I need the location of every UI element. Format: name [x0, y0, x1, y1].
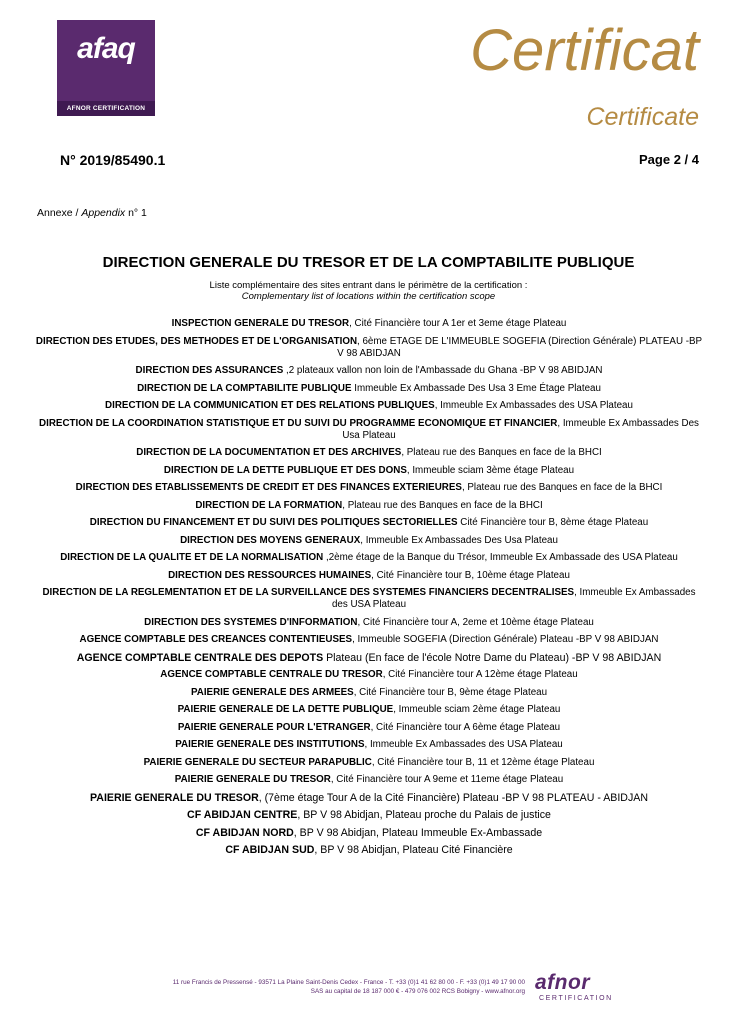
- site-entry: [34, 365, 704, 377]
- scope-intro-en: Complementary list of locations within the certification scope: [241, 291, 496, 302]
- site-name: CF ABIDJAN NORD: [195, 826, 294, 839]
- site-name: DIRECTION DE LA DETTE PUBLIQUE ET DES DONS: [163, 464, 407, 476]
- site-entry: [34, 739, 704, 751]
- site-entry: [34, 482, 704, 494]
- footer-address-line2: SAS au capital de 18 187 000 € - 479 076 002 RCS Bobigny - www.afnor.org: [310, 987, 525, 995]
- site-name: PAIERIE GENERALE DU TRESOR: [174, 774, 331, 785]
- site-name: DIRECTION DE LA COMPTABILITE PUBLIQUE: [137, 382, 352, 394]
- certificate-title-en: Certificate: [586, 103, 699, 131]
- site-entry: [34, 517, 704, 529]
- site-entry: [34, 809, 704, 821]
- afaq-logo-word: afaq: [77, 32, 135, 65]
- site-name: DIRECTION DES ETUDES, DES METHODES ET DE L'ORGANISATION: [35, 335, 358, 347]
- site-name: INSPECTION GENERALE DU TRESOR: [171, 318, 350, 329]
- site-entry: [34, 465, 704, 477]
- site-address: Plateau (En face de l'école Notre Dame du Plateau) -BP V 98 ABIDJAN: [323, 651, 662, 664]
- site-address: Cité Financière tour B, 8ème étage Plateau: [457, 517, 649, 528]
- site-entry: [34, 587, 704, 611]
- site-address: , Cité Financière tour A 12ème étage Plateau: [382, 669, 578, 680]
- site-name: PAIERIE GENERALE DU TRESOR: [90, 791, 259, 804]
- site-name: DIRECTION DES ASSURANCES: [135, 365, 284, 376]
- annexe-num: n° 1: [125, 207, 147, 219]
- site-entry: [34, 792, 704, 804]
- site-name: DIRECTION DES RESSOURCES HUMAINES: [168, 569, 372, 581]
- site-entry: [34, 336, 704, 360]
- footer-address: [60, 979, 525, 996]
- site-address: , Cité Financière tour B, 10ème étage Plateau: [371, 569, 570, 581]
- site-entry: [34, 687, 704, 699]
- site-name: DIRECTION DES SYSTEMES D'INFORMATION: [144, 616, 358, 628]
- site-address: , BP V 98 Abidjan, Plateau Cité Financière: [314, 844, 513, 856]
- afnor-logo-word: afnor: [535, 971, 590, 994]
- site-entry: [34, 652, 704, 664]
- site-entry: [34, 552, 704, 564]
- site-address: ,2ème étage de la Banque du Trésor, Immeuble Ex Ambassade des USA Plateau: [323, 552, 678, 563]
- site-address: , BP V 98 Abidjan, Plateau Immeuble Ex-Ambassade: [293, 826, 543, 839]
- afnor-logo: [535, 972, 645, 1004]
- site-address: ,2 plateaux vallon non loin de l'Ambassade du Ghana -BP V 98 ABIDJAN: [283, 365, 603, 376]
- site-name: DIRECTION DE LA FORMATION: [195, 499, 343, 511]
- annexe-fr: Annexe /: [37, 207, 82, 219]
- site-name: DIRECTION DE LA QUALITE ET DE LA NORMALISATION: [60, 552, 324, 563]
- site-name: AGENCE COMPTABLE CENTRALE DES DEPOTS: [76, 651, 324, 664]
- sites-list: [34, 318, 704, 862]
- site-address: , Cité Financière tour A, 2eme et 10ème étage Plateau: [357, 616, 594, 628]
- site-address: , Cité Financière tour A 1er et 3eme étage Plateau: [349, 318, 567, 329]
- site-name: PAIERIE GENERALE DU SECTEUR PARAPUBLIC: [143, 756, 372, 768]
- site-entry: [34, 774, 704, 786]
- site-entry: [34, 535, 704, 547]
- site-name: PAIERIE GENERALE POUR L'ETRANGER: [177, 721, 371, 733]
- annexe-label: [37, 207, 147, 219]
- site-address: , Cité Financière tour A 9eme et 11eme étage Plateau: [330, 774, 564, 785]
- site-address: , Immeuble SOGEFIA (Direction Générale) Plateau -BP V 98 ABIDJAN: [352, 634, 659, 645]
- scope-intro: [0, 280, 737, 302]
- scope-intro-fr: Liste complémentaire des sites entrant dans le périmètre de la certification :: [209, 280, 528, 291]
- afaq-logo-caption: AFNOR CERTIFICATION: [57, 101, 155, 116]
- site-address: , 6ème ETAGE DE L'IMMEUBLE SOGEFIA (Direction Générale) PLATEAU -BP V 98 ABIDJAN: [337, 335, 703, 359]
- site-name: PAIERIE GENERALE DES INSTITUTIONS: [175, 739, 365, 750]
- site-address: , Immeuble Ex Ambassades Des Usa Plateau: [360, 534, 558, 546]
- site-address: , Immeuble Ex Ambassades des USA Plateau: [364, 739, 563, 750]
- site-entry: [34, 318, 704, 330]
- company-name: DIRECTION GENERALE DU TRESOR ET DE LA COMPTABILITE PUBLIQUE: [102, 254, 635, 271]
- site-entry: [34, 844, 704, 856]
- site-name: CF ABIDJAN SUD: [225, 844, 315, 856]
- site-entry: [34, 617, 704, 629]
- site-name: DIRECTION DES MOYENS GENERAUX: [180, 534, 361, 546]
- site-entry: [34, 400, 704, 412]
- site-name: DIRECTION DE LA REGLEMENTATION ET DE LA SURVEILLANCE DES SYSTEMES FINANCIERS DECENTRALISES: [42, 587, 575, 598]
- site-entry: [34, 383, 704, 395]
- site-address: , Plateau rue des Banques en face de la BHCI: [342, 499, 543, 511]
- site-address: , (7ème étage Tour A de la Cité Financière) Plateau -BP V 98 PLATEAU - ABIDJAN: [258, 791, 648, 804]
- site-entry: [34, 570, 704, 582]
- site-address: , Cité Financière tour B, 9ème étage Plateau: [353, 686, 548, 698]
- site-address: , Immeuble Ex Ambassades Des Usa Plateau: [342, 417, 699, 441]
- site-name: AGENCE COMPTABLE CENTRALE DU TRESOR: [160, 669, 383, 680]
- site-name: DIRECTION DE LA COORDINATION STATISTIQUE ET DU SUIVI DU PROGRAMME ECONOMIQUE ET FINANCIER: [39, 417, 558, 429]
- site-address: , Cité Financière tour A 6ème étage Plateau: [370, 721, 561, 733]
- annexe-en: Appendix: [81, 207, 126, 219]
- site-name: DIRECTION DE LA DOCUMENTATION ET DES ARCHIVES: [136, 447, 402, 458]
- site-address: , Cité Financière tour B, 11 et 12ème étage Plateau: [371, 756, 595, 768]
- afaq-logo: [57, 20, 155, 116]
- site-name: DIRECTION DU FINANCEMENT ET DU SUIVI DES POLITIQUES SECTORIELLES: [89, 517, 458, 528]
- site-name: CF ABIDJAN CENTRE: [187, 809, 298, 821]
- certificate-title-fr: Certificat: [470, 18, 699, 83]
- site-address: , Immeuble sciam 2ème étage Plateau: [393, 704, 561, 715]
- site-entry: [34, 722, 704, 734]
- site-entry: [34, 500, 704, 512]
- site-entry: [34, 418, 704, 442]
- site-entry: [34, 447, 704, 459]
- page-number: Page 2 / 4: [639, 152, 699, 167]
- site-name: PAIERIE GENERALE DE LA DETTE PUBLIQUE: [177, 704, 394, 715]
- site-address: Immeuble Ex Ambassade Des Usa 3 Eme Étage Plateau: [351, 382, 601, 394]
- site-entry: [34, 757, 704, 769]
- site-name: DIRECTION DES ETABLISSEMENTS DE CREDIT ET DES FINANCES EXTERIEURES: [75, 482, 462, 493]
- certificate-number: N° 2019/85490.1: [60, 152, 166, 168]
- afnor-logo-caption: CERTIFICATION: [539, 995, 613, 1002]
- site-name: PAIERIE GENERALE DES ARMEES: [190, 686, 354, 698]
- site-entry: [34, 669, 704, 681]
- site-name: DIRECTION DE LA COMMUNICATION ET DES RELATIONS PUBLIQUES: [105, 400, 435, 411]
- site-address: , Immeuble sciam 3ème étage Plateau: [406, 464, 575, 476]
- site-address: , Plateau rue des Banques en face de la BHCI: [401, 447, 602, 458]
- footer-address-line1: 11 rue Francis de Pressensé - 93571 La Plaine Saint-Denis Cedex - France - T. +33 (0)1 41 62 80 00 - F. +33 (0)1 49 17 90 00: [172, 979, 525, 986]
- site-name: AGENCE COMPTABLE DES CREANCES CONTENTIEUSES: [79, 634, 353, 645]
- site-address: , Immeuble Ex Ambassades des USA Plateau: [434, 400, 633, 411]
- site-address: , Plateau rue des Banques en face de la BHCI: [461, 482, 663, 493]
- site-address: , BP V 98 Abidjan, Plateau proche du Palais de justice: [297, 809, 551, 821]
- site-entry: [34, 634, 704, 646]
- site-address: , Immeuble Ex Ambassades des USA Plateau: [331, 587, 696, 610]
- site-entry: [34, 827, 704, 839]
- site-entry: [34, 704, 704, 716]
